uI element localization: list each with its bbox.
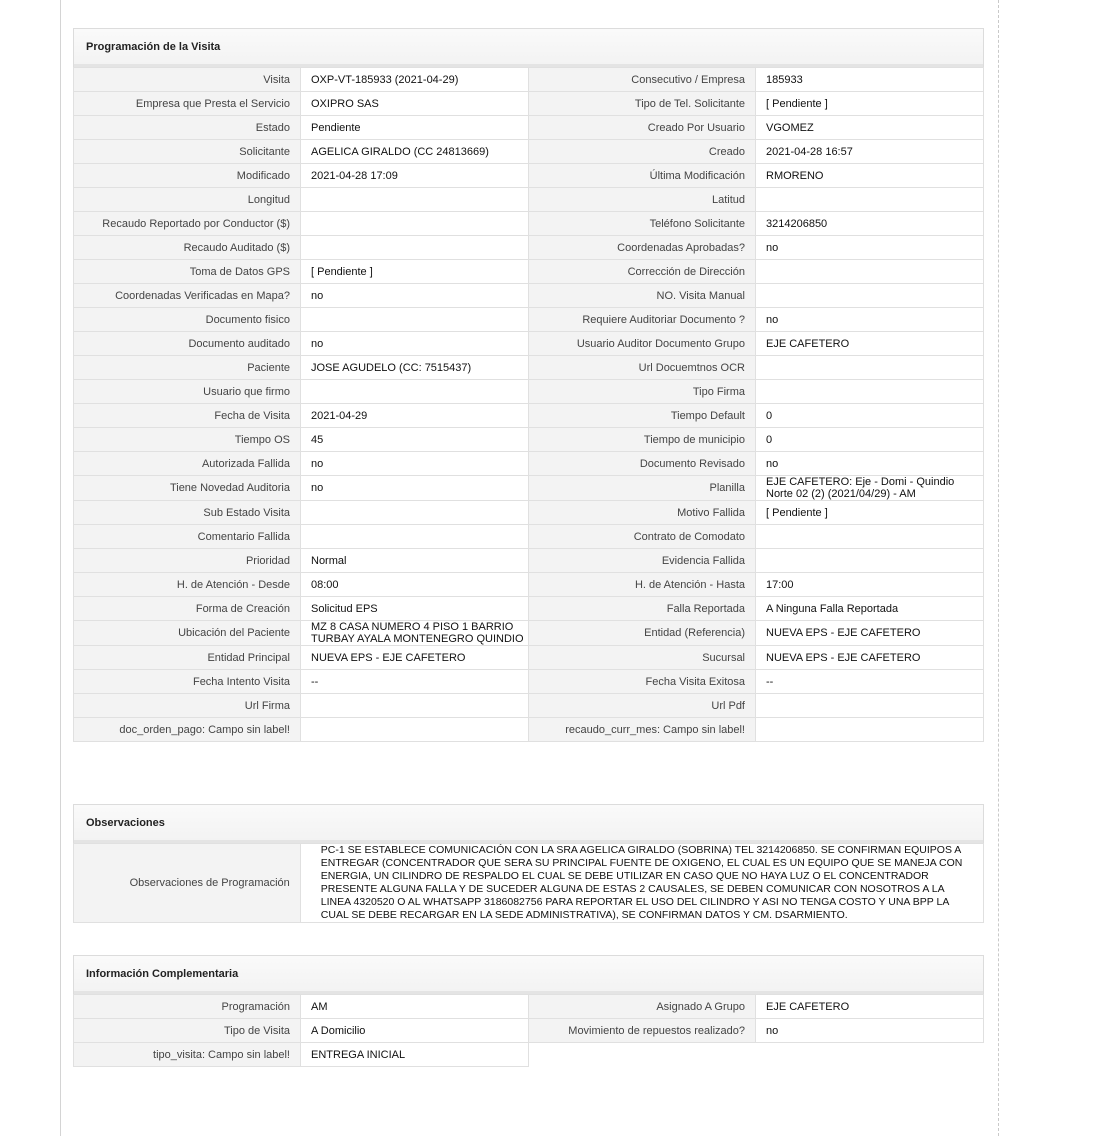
field-label: Modificado	[74, 164, 301, 188]
field-label: Solicitante	[74, 140, 301, 164]
field-label: Creado Por Usuario	[529, 116, 756, 140]
field-label: Prioridad	[74, 549, 301, 573]
field-label: Latitud	[529, 188, 756, 212]
field-value: no	[301, 332, 529, 356]
field-value: Normal	[301, 549, 529, 573]
field-value	[756, 380, 984, 404]
field-label: recaudo_curr_mes: Campo sin label!	[529, 718, 756, 742]
field-value: 3214206850	[756, 212, 984, 236]
field-value	[300, 844, 983, 923]
field-value	[756, 694, 984, 718]
field-label: Planilla	[529, 476, 756, 501]
field-value: no	[301, 284, 529, 308]
field-label: Comentario Fallida	[74, 525, 301, 549]
field-label: Estado	[74, 116, 301, 140]
field-label: Tipo de Tel. Solicitante	[529, 92, 756, 116]
field-value	[301, 694, 529, 718]
field-label: NO. Visita Manual	[529, 284, 756, 308]
table-row	[74, 476, 984, 501]
field-value: 0	[756, 428, 984, 452]
field-label: tipo_visita: Campo sin label!	[74, 1043, 301, 1067]
field-label: Documento fisico	[74, 308, 301, 332]
field-value: no	[301, 452, 529, 476]
field-label: Consecutivo / Empresa	[529, 68, 756, 92]
field-label: Usuario que firmo	[74, 380, 301, 404]
field-value	[756, 525, 984, 549]
table-row	[74, 452, 984, 476]
field-value: NUEVA EPS - EJE CAFETERO	[301, 646, 529, 670]
field-value: 08:00	[301, 573, 529, 597]
panel-title-complementaria: Información Complementaria	[73, 955, 984, 991]
field-value: VGOMEZ	[756, 116, 984, 140]
field-label: Empresa que Presta el Servicio	[74, 92, 301, 116]
field-value: JOSE AGUDELO (CC: 7515437)	[301, 356, 529, 380]
field-value: NUEVA EPS - EJE CAFETERO	[756, 646, 984, 670]
table-row	[74, 116, 984, 140]
table-row	[74, 718, 984, 742]
table-row	[74, 549, 984, 573]
field-label: Forma de Creación	[74, 597, 301, 621]
field-value	[756, 356, 984, 380]
field-value: Pendiente	[301, 116, 529, 140]
field-value: AGELICA GIRALDO (CC 24813669)	[301, 140, 529, 164]
table-row	[74, 573, 984, 597]
field-label: Teléfono Solicitante	[529, 212, 756, 236]
field-value: 2021-04-29	[301, 404, 529, 428]
field-value: 45	[301, 428, 529, 452]
field-value: --	[756, 670, 984, 694]
field-value: no	[756, 452, 984, 476]
field-label: Movimiento de repuestos realizado?	[529, 1019, 756, 1043]
panel-programacion	[73, 28, 984, 742]
field-label: Tipo Firma	[529, 380, 756, 404]
programacion-table	[73, 67, 984, 742]
table-row	[74, 332, 984, 356]
field-label: Observaciones de Programación	[74, 844, 301, 923]
field-label: Autorizada Fallida	[74, 452, 301, 476]
table-row	[74, 404, 984, 428]
field-value: 0	[756, 404, 984, 428]
table-row	[74, 284, 984, 308]
field-value: no	[301, 476, 529, 501]
table-row	[74, 236, 984, 260]
field-label: Entidad Principal	[74, 646, 301, 670]
field-value: [ Pendiente ]	[756, 501, 984, 525]
complementaria-table	[73, 994, 984, 1067]
field-label: Tipo de Visita	[74, 1019, 301, 1043]
field-label: Url Firma	[74, 694, 301, 718]
field-value: --	[301, 670, 529, 694]
table-row	[74, 597, 984, 621]
field-value: no	[756, 1019, 984, 1043]
table-row	[74, 260, 984, 284]
observaciones-table	[73, 843, 984, 923]
panel-observaciones	[73, 804, 984, 923]
field-label: Toma de Datos GPS	[74, 260, 301, 284]
table-row	[74, 694, 984, 718]
field-label: Tiempo OS	[74, 428, 301, 452]
field-value: no	[756, 308, 984, 332]
observaciones-text: PC-1 SE ESTABLECE COMUNICACIÓN CON LA SRA AGELICA GIRALDO (SOBRINA) TEL 3214206850. SE CONFIRMAN EQUIPOS A ENTREGAR (CONCENTRADOR QUE SERA SU PRINCIPAL FUENTE DE OXIGENO, EL CUAL ES UN EQUIPO QUE SE MANEJA CON ENERGIA, UN CILINDRO DE RESPALDO EL CUAL SE DEBE UTILIZAR EN CASO QUE NO HAYA LUZ O EL CONCENTRADOR PRESENTE ALGUNA FALLA Y DE SUCEDER ALGUNA DE ESTAS 2 CAUSALES, SE DEBEN COMUNICAR CON NOSOTROS A LA LINEA 4320520 O AL WHATSAPP 3186082756 PARA REPORTAR EL USO DEL CILINDRO Y ASI NO TENGA COSTO Y UNA BPP LA CUAL SE DEBE RECARGAR EN LA SEDE ADMINISTRATIVA), SE CONFIRMAN DATOS Y CM. DSARMIENTO.	[320, 844, 963, 921]
table-row	[74, 995, 984, 1019]
field-label: Visita	[74, 68, 301, 92]
field-value: NUEVA EPS - EJE CAFETERO	[756, 621, 984, 646]
table-row	[74, 308, 984, 332]
left-border	[60, 0, 61, 1136]
panel-complementaria	[73, 955, 984, 1067]
panel-title-observaciones: Observaciones	[73, 804, 984, 840]
field-label: Motivo Fallida	[529, 501, 756, 525]
table-row	[74, 844, 984, 923]
field-label: H. de Atención - Hasta	[529, 573, 756, 597]
field-value: [ Pendiente ]	[301, 260, 529, 284]
field-value: 2021-04-28 17:09	[301, 164, 529, 188]
field-value: [ Pendiente ]	[756, 92, 984, 116]
field-value: 185933	[756, 68, 984, 92]
field-label: Sub Estado Visita	[74, 501, 301, 525]
field-label: Contrato de Comodato	[529, 525, 756, 549]
field-value	[756, 718, 984, 742]
field-label: Url Pdf	[529, 694, 756, 718]
table-row	[74, 1043, 984, 1067]
field-label: Fecha de Visita	[74, 404, 301, 428]
field-value	[301, 501, 529, 525]
field-value: 2021-04-28 16:57	[756, 140, 984, 164]
right-dashed-border	[998, 0, 999, 1136]
empty-cell	[756, 1043, 984, 1067]
table-row	[74, 621, 984, 646]
field-label: Creado	[529, 140, 756, 164]
table-row	[74, 525, 984, 549]
field-label: Usuario Auditor Documento Grupo	[529, 332, 756, 356]
field-label: Última Modificación	[529, 164, 756, 188]
table-row	[74, 92, 984, 116]
field-label: doc_orden_pago: Campo sin label!	[74, 718, 301, 742]
field-label: Tiene Novedad Auditoria	[74, 476, 301, 501]
field-label: Fecha Visita Exitosa	[529, 670, 756, 694]
table-row	[74, 356, 984, 380]
field-value: Solicitud EPS	[301, 597, 529, 621]
field-label: Evidencia Fallida	[529, 549, 756, 573]
field-label: Ubicación del Paciente	[74, 621, 301, 646]
field-label: Url Docuemtnos OCR	[529, 356, 756, 380]
field-value: EJE CAFETERO: Eje - Domi - Quindio Norte 02 (2) (2021/04/29) - AM	[756, 476, 984, 501]
field-label: Tiempo Default	[529, 404, 756, 428]
field-label: Corrección de Dirección	[529, 260, 756, 284]
field-value: OXIPRO SAS	[301, 92, 529, 116]
table-row	[74, 428, 984, 452]
field-value	[301, 308, 529, 332]
table-row	[74, 501, 984, 525]
field-label: Recaudo Reportado por Conductor ($)	[74, 212, 301, 236]
field-label: Fecha Intento Visita	[74, 670, 301, 694]
field-label: Falla Reportada	[529, 597, 756, 621]
field-value	[301, 236, 529, 260]
field-label: Longitud	[74, 188, 301, 212]
panel-title-programacion: Programación de la Visita	[73, 28, 984, 64]
empty-cell	[529, 1043, 756, 1067]
table-row	[74, 188, 984, 212]
field-value	[756, 188, 984, 212]
table-row	[74, 670, 984, 694]
field-label: Programación	[74, 995, 301, 1019]
field-value: A Domicilio	[301, 1019, 529, 1043]
field-label: Tiempo de municipio	[529, 428, 756, 452]
table-row	[74, 646, 984, 670]
field-label: Asignado A Grupo	[529, 995, 756, 1019]
field-label: Paciente	[74, 356, 301, 380]
field-label: Sucursal	[529, 646, 756, 670]
field-value	[301, 718, 529, 742]
field-label: H. de Atención - Desde	[74, 573, 301, 597]
field-value: EJE CAFETERO	[756, 332, 984, 356]
field-label: Documento auditado	[74, 332, 301, 356]
table-row	[74, 1019, 984, 1043]
field-value	[301, 188, 529, 212]
field-value: AM	[301, 995, 529, 1019]
table-row	[74, 212, 984, 236]
field-value: OXP-VT-185933 (2021-04-29)	[301, 68, 529, 92]
field-value	[301, 212, 529, 236]
table-row	[74, 140, 984, 164]
table-row	[74, 380, 984, 404]
field-value: no	[756, 236, 984, 260]
field-value	[756, 549, 984, 573]
table-row	[74, 68, 984, 92]
field-label: Coordenadas Verificadas en Mapa?	[74, 284, 301, 308]
field-value: MZ 8 CASA NUMERO 4 PISO 1 BARRIO TURBAY AYALA MONTENEGRO QUINDIO	[301, 621, 529, 646]
table-row	[74, 164, 984, 188]
field-label: Recaudo Auditado ($)	[74, 236, 301, 260]
field-value	[301, 380, 529, 404]
field-label: Documento Revisado	[529, 452, 756, 476]
field-value	[301, 525, 529, 549]
field-value	[756, 260, 984, 284]
field-value	[756, 284, 984, 308]
field-value: ENTREGA INICIAL	[301, 1043, 529, 1067]
field-label: Requiere Auditoriar Documento ?	[529, 308, 756, 332]
field-value: RMORENO	[756, 164, 984, 188]
field-value: A Ninguna Falla Reportada	[756, 597, 984, 621]
field-label: Coordenadas Aprobadas?	[529, 236, 756, 260]
field-label: Entidad (Referencia)	[529, 621, 756, 646]
field-value: 17:00	[756, 573, 984, 597]
field-value: EJE CAFETERO	[756, 995, 984, 1019]
